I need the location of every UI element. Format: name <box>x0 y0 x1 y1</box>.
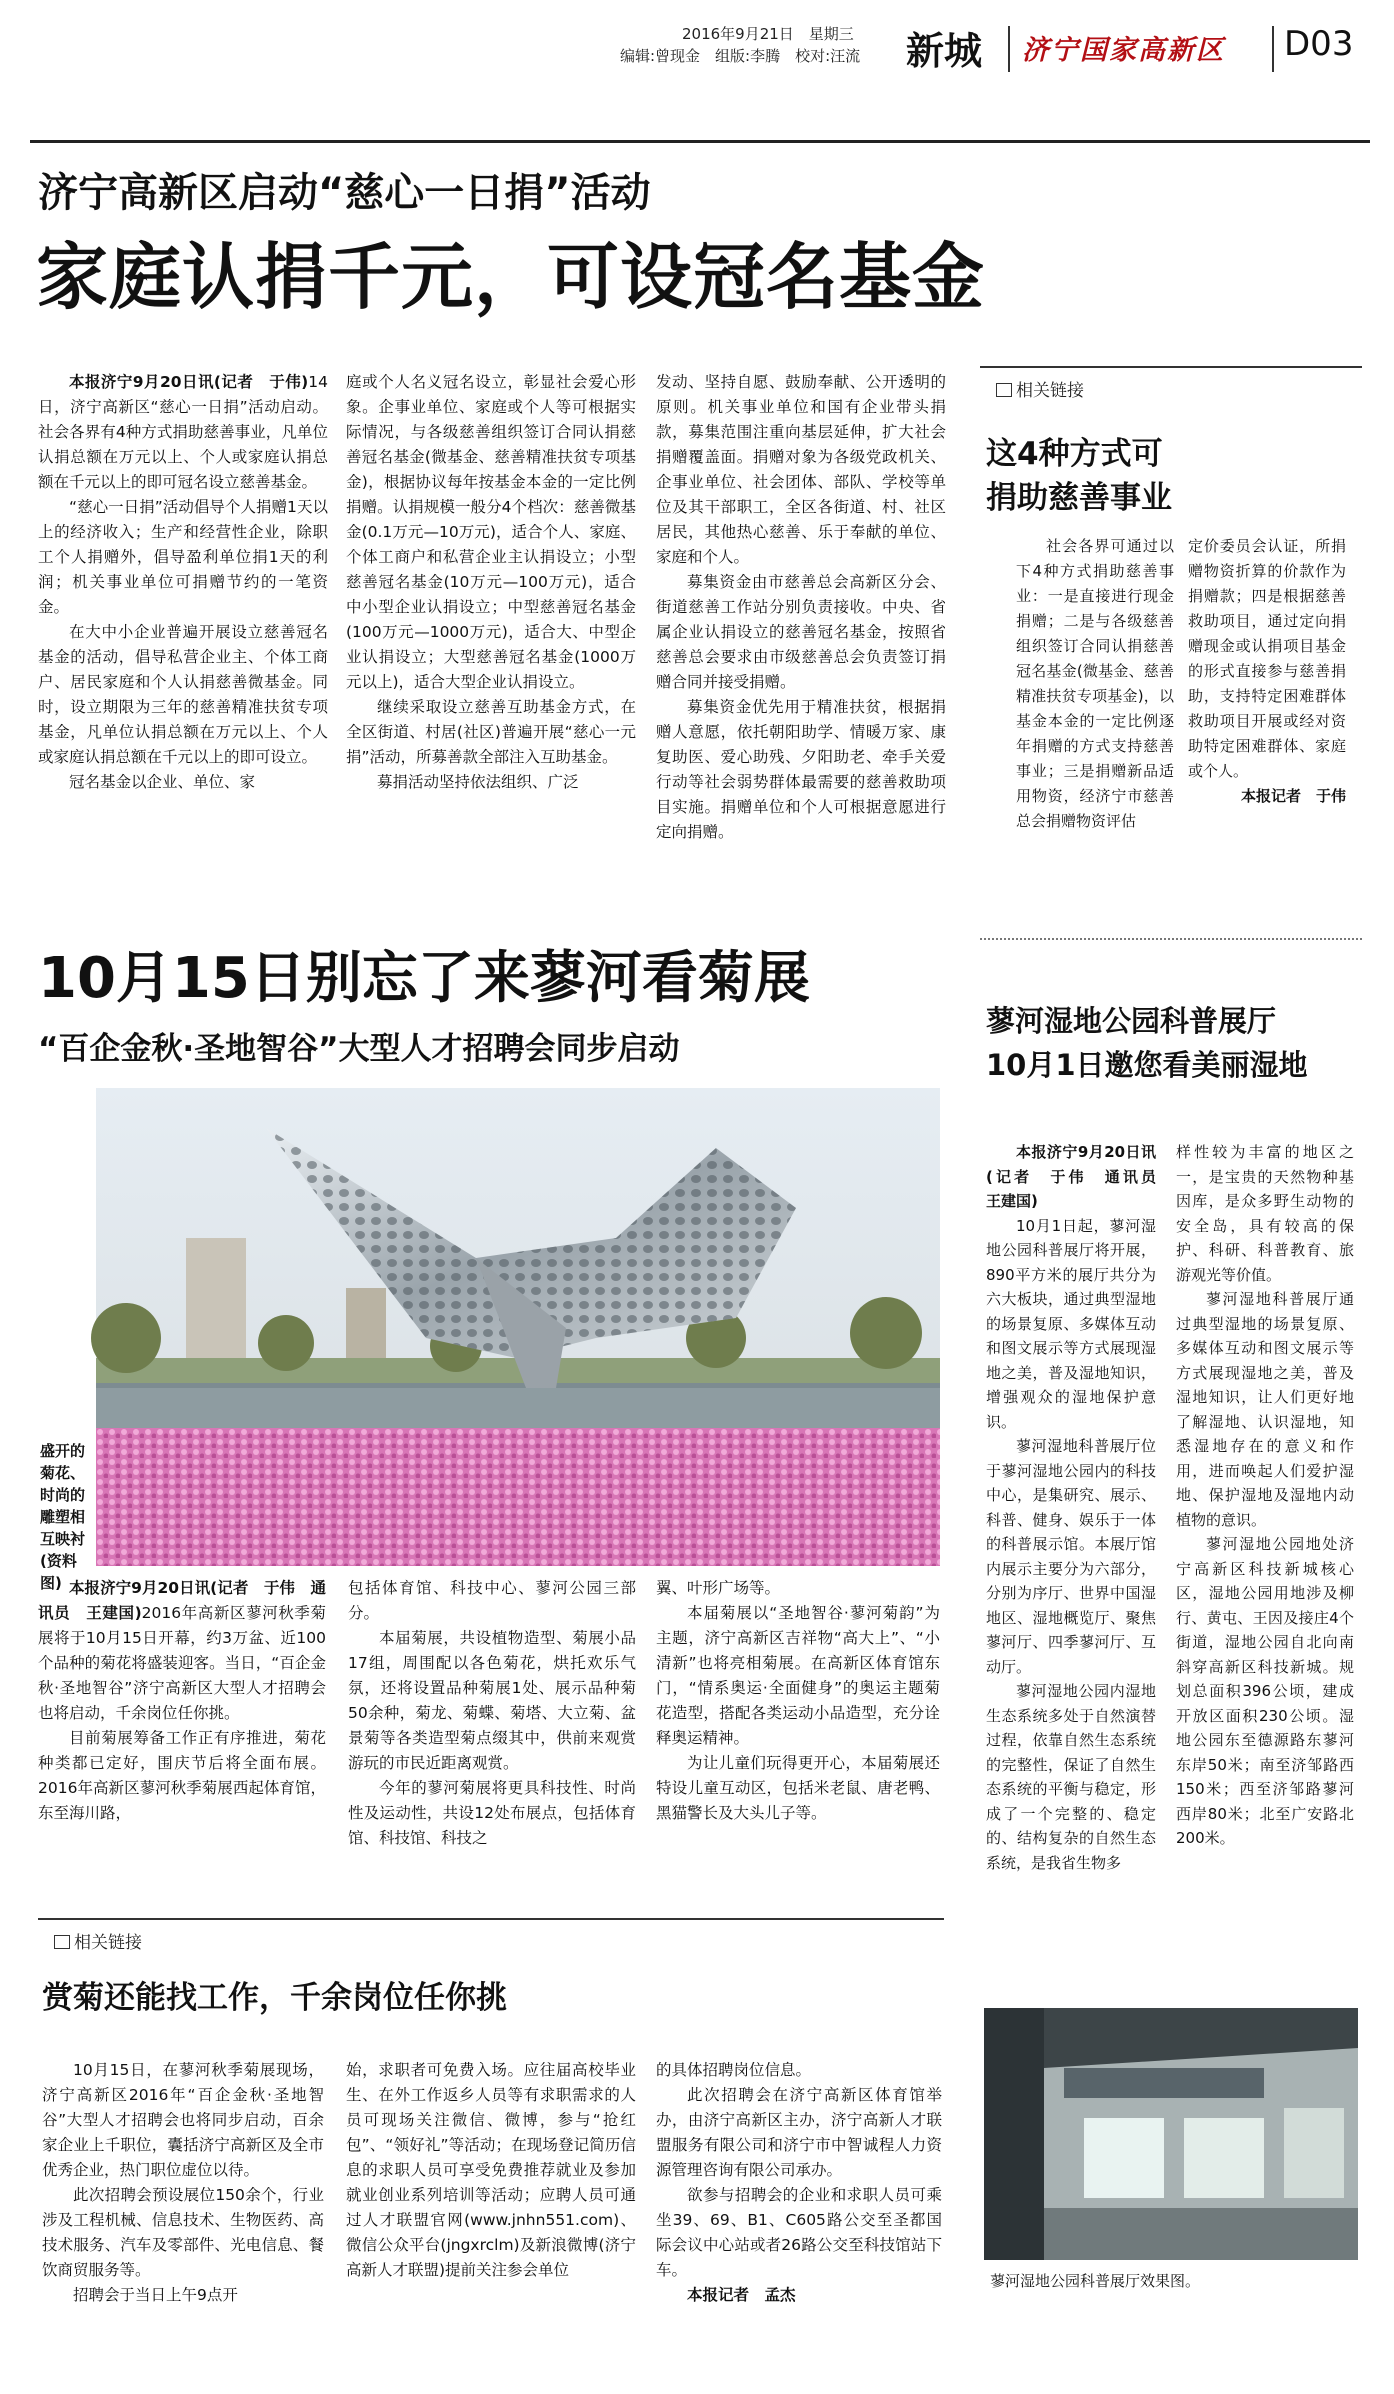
story2-paragraph: 翼、叶形广场等。 <box>656 1579 781 1597</box>
story3-related-label <box>54 1928 142 1953</box>
story1-paragraph: 冠名基金以企业、单位、家 <box>69 773 256 791</box>
story3-top-rule <box>38 1918 944 1920</box>
story2-dateline: 本报济宁9月20日讯(记者 于伟 通讯员 王建国) <box>38 1579 326 1622</box>
page-number: D03 <box>1284 24 1354 64</box>
masthead-divider <box>1272 26 1274 72</box>
story2-paragraph: 2016年高新区蓼河秋季菊展将于10月15日开幕，约3万盆、近100个品种的菊花将盛装迎客。当日，“百企金秋·圣地智谷”济宁高新区大型人才招聘会也将启动，千余岗位任你挑。 <box>38 1604 326 1722</box>
story3-paragraph: 的具体招聘岗位信息。 <box>656 2061 812 2079</box>
story3-headline: 赏菊还能找工作，千余岗位任你挑 <box>42 1980 507 2016</box>
related-label-text: 相关链接 <box>74 1933 142 1953</box>
story1-paragraph: 募集资金由市慈善总会高新区分会、街道慈善工作站分别负责接收。中央、省属企业认捐设立的慈善冠名基金，按照省慈善总会要求由市级慈善总会负责签订捐赠合同并接受捐赠。 <box>656 573 946 691</box>
exhibition-hall-photo <box>984 2008 1358 2260</box>
story1-headline: 家庭认捐千元，可设冠名基金 <box>36 235 986 319</box>
sidebar1-paragraph: 社会各界可通过以下4种方式捐助慈善事业：一是直接进行现金捐赠；二是与各级慈善组织签订合同认捐慈善冠名基金(微基金、慈善精准扶贫专项基金)，以基金本金的一定比例逐年捐赠的方式支持慈善事业；三是捐赠新品适用物资，经济宁市慈善总会捐赠物资评估 <box>1016 537 1174 830</box>
story3-column-1 <box>42 2058 324 2378</box>
sidebar2-headline-line2: 10月1日邀您看美丽湿地 <box>986 1048 1308 1082</box>
sidebar2-paragraph: 样性较为丰富的地区之一，是宝贵的天然物种基因库，是众多野生动物的安全岛，具有较高的保护、科研、科普教育、旅游观光等价值。 <box>1176 1143 1354 1284</box>
top-rule <box>30 140 1370 143</box>
story2-headline: 10月15日别忘了来蓼河看菊展 <box>38 946 810 1011</box>
sidebar2-paragraph: 蓼河湿地科普展厅通过典型湿地的场景复原、多媒体互动和图文展示等方式展现湿地之美，普及湿地知识，让人们更好地了解湿地、认识湿地，知悉湿地存在的意义和作用，进而唤起人们爱护湿地、保护湿地及湿地内动植物的意识。 <box>1176 1290 1354 1529</box>
sidebar1-related-label <box>996 376 1084 401</box>
story1-paragraph: 募捐活动坚持依法组织、广泛 <box>377 773 579 791</box>
sidebar2-column-1 <box>986 1140 1172 1980</box>
sidebar2-paragraph: 10月1日起，蓼河湿地公园科普展厅将开展，890平方米的展厅共分为六大板块，通过典型湿地的场景复原、多媒体互动和图文展示等方式展现湿地之美，普及湿地知识，增强观众的湿地保护意识。 <box>986 1216 1156 1431</box>
issue-date: 2016年9月21日 星期三 <box>682 25 854 43</box>
related-label-text: 相关链接 <box>1016 381 1084 401</box>
story1-column-2 <box>346 370 636 890</box>
masthead-divider <box>1008 26 1010 72</box>
section-brand: 济宁国家高新区 <box>1022 35 1225 66</box>
story1-paragraph: “慈心一日捐”活动倡导个人捐赠1天以上的经济收入；生产和经营性企业，除职工个人捐赠外，倡导盈利单位捐1天的利润；机关事业单位可捐赠节约的一笔资金。 <box>38 498 328 616</box>
story1-paragraph: 在大中小企业普遍开展设立慈善冠名基金的活动，倡导私营企业主、个体工商户、居民家庭和个人认捐慈善微基金。同时，设立期限为三年的慈善精准扶贫专项基金，凡单位认捐总额在万元以上、个人或家庭认捐总额在千元以上的即可设立。 <box>38 623 328 766</box>
story3-paragraph: 始，求职者可免费入场。应往届高校毕业生、在外工作返乡人员等有求职需求的人员可现场关注微信、微博，参与“抢红包”、“领好礼”等活动；在现场登记简历信息的求职人员可享受免费推荐就业及参加就业创业系列培训等活动；应聘人员可通过人才联盟官网(www.jnhn551.com)、微信公众平台(jngxrclm)及新浪微博(济宁高新人才联盟)提前关注参会单位 <box>346 2061 636 2279</box>
sidebar1-paragraph: 定价委员会认证，所捐赠物资折算的价款作为捐赠款；四是根据慈善救助项目，通过定向捐赠现金或认捐项目基金的形式直接参与慈善捐助，支持特定困难群体救助项目开展或经对资助特定困难群体、家庭或个人。 <box>1188 537 1346 780</box>
sidebar1-column-1 <box>1016 534 1174 884</box>
sidebar2-paragraph: 蓼河湿地科普展厅位于蓼河湿地公园内的科技中心，是集研究、展示、科普、健身、娱乐于一体的科普展示馆。本展厅馆内展示主要分为六部分，分别为序厅、世界中国湿地区、湿地概览厅、聚焦蓼河厅、四季蓼河厅、互动厅。 <box>986 1437 1156 1676</box>
story2-paragraph: 为让儿童们玩得更开心，本届菊展还特设儿童互动区，包括米老鼠、唐老鸭、黑猫警长及大头儿子等。 <box>656 1754 940 1822</box>
sidebar2-headline-line1: 蓼河湿地公园科普展厅 <box>986 1004 1277 1038</box>
story1-paragraph: 庭或个人名义冠名设立，彰显社会爱心形象。企事业单位、家庭或个人等可根据实际情况，与各级慈善组织签订合同认捐慈善冠名基金(微基金、慈善精准扶贫专项基金)，根据协议每年按基金本金的一定比例捐赠。认捐规模一般分4个档次：慈善微基金(0.1万元—10万元)，适合个人、家庭、个体工商户和私营企业主认捐设立；小型慈善冠名基金(10万元—100万元)，适合中小型企业认捐设立；中型慈善冠名基金(100万元—1000万元)，适合大、中型企业认捐设立；大型慈善冠名基金(1000万元以上)，适合大型企业认捐设立。 <box>346 373 636 691</box>
story2-paragraph: 本届菊展以“圣地智谷·蓼河菊韵”为主题，济宁高新区吉祥物“高大上”、“小清新”也将亮相菊展。在高新区体育馆东门，“情系奥运·全面健身”的奥运主题菊花造型，搭配各类运动小品造型，充分诠释奥运精神。 <box>656 1604 940 1747</box>
story3-paragraph: 此次招聘会预设展位150余个，行业涉及工程机械、信息技术、生物医药、高技术服务、汽车及零部件、光电信息、餐饮商贸服务等。 <box>42 2186 324 2279</box>
sidebar1-column-2 <box>1188 534 1346 884</box>
sidebar1-headline-line2: 捐助慈善事业 <box>986 480 1172 516</box>
story1-column-3 <box>656 370 946 890</box>
story1-dateline: 本报济宁9月20日讯(记者 于伟) <box>69 373 309 391</box>
story3-paragraph: 招聘会于当日上午9点开 <box>73 2286 238 2304</box>
sidebar-divider <box>980 938 1362 940</box>
sidebar2-paragraph: 蓼河湿地公园地处济宁高新区科技新城核心区，湿地公园用地涉及柳行、黄屯、王因及接庄4个街道，湿地公园自北向南斜穿高新区科技新城。规划总面积396公顷，建成开放区面积230公顷。湿地公园东至德源路东蓼河东岸50米；南至济邹路西150米；西至济邹路蓼河西岸80米；北至广安路北200米。 <box>1176 1535 1354 1847</box>
story3-paragraph: 此次招聘会在济宁高新区体育馆举办，由济宁高新区主办，济宁高新人才联盟服务有限公司和济宁市中智诚程人力资源管理咨询有限公司承办。 <box>656 2086 942 2179</box>
story1-paragraph: 募集资金优先用于精准扶贫，根据捐赠人意愿，依托朝阳助学、情暖万家、康复助医、爱心助残、夕阳助老、牵手关爱行动等社会弱势群体最需要的慈善救助项目实施。捐赠单位和个人可根据意愿进行定向捐赠。 <box>656 698 946 841</box>
section-title: 新城 <box>906 28 983 73</box>
square-icon <box>996 383 1012 397</box>
chrysanthemum-sculpture-photo <box>96 1088 940 1566</box>
sidebar2-column-2 <box>1176 1140 1354 1980</box>
sidebar2-dateline: 本报济宁9月20日讯(记者 于伟 通讯员 王建国) <box>986 1143 1172 1210</box>
story3-paragraph: 10月15日，在蓼河秋季菊展现场，济宁高新区2016年“百企金秋·圣地智谷”大型人才招聘会也将同步启动，百余家企业上千职位，囊括济宁高新区及全市优秀企业，热门职位虚位以待。 <box>42 2061 324 2179</box>
editor-credits: 编辑:曾现金 组版:李腾 校对:汪流 <box>620 47 861 65</box>
sidebar1-headline-line1: 这4种方式可 <box>986 436 1163 472</box>
story1-paragraph: 发动、坚持自愿、鼓励奉献、公开透明的原则。机关事业单位和国有企业带头捐款，募集范围注重向基层延伸，扩大社会捐赠覆盖面。捐赠对象为各级党政机关、企事业单位、社会团体、部队、学校等单位及其干部职工，全区各街道、村、社区居民，其他热心慈善、乐于奉献的单位、家庭和个人。 <box>656 373 946 566</box>
story2-column-1 <box>38 1576 326 1896</box>
story2-paragraph: 本届菊展，共设植物造型、菊展小品17组，周围配以各色菊花，烘托欢乐气氛，还将设置品种菊展1处、展示品种菊50余种，菊龙、菊蝶、菊塔、大立菊、盆景菊等各类造型菊点缀其中，供前来观赏游玩的市民近距离观赏。 <box>348 1629 636 1772</box>
sidebar2-photo-caption: 蓼河湿地公园科普展厅效果图。 <box>990 2272 1201 2290</box>
sidebar1-byline: 本报记者 于伟 <box>1240 787 1346 805</box>
story2-subhead: “百企金秋·圣地智谷”大型人才招聘会同步启动 <box>38 1031 680 1067</box>
story1-kicker: 济宁高新区启动“慈心一日捐”活动 <box>38 170 651 216</box>
story3-column-3 <box>656 2058 942 2378</box>
story2-column-3 <box>656 1576 940 1896</box>
story3-byline: 本报记者 孟杰 <box>687 2286 796 2304</box>
story2-photo-caption: 盛开的菊花、时尚的雕塑相互映衬(资料图) <box>40 1442 86 1592</box>
story2-paragraph: 包括体育馆、科技中心、蓼河公园三部分。 <box>348 1579 636 1622</box>
sidebar2-paragraph: 蓼河湿地公园内湿地生态系统多处于自然演替过程，依靠自然生态系统的完整性，保证了自然生态系统的平衡与稳定，形成了一个完整的、稳定的、结构复杂的自然生态系统，是我省生物多 <box>986 1682 1156 1872</box>
story2-paragraph: 今年的蓼河菊展将更具科技性、时尚性及运动性，共设12处布展点，包括体育馆、科技馆、科技之 <box>348 1779 636 1847</box>
story2-paragraph: 目前菊展筹备工作正有序推进，菊花种类都已定好，围庆节后将全面布展。2016年高新区蓼河秋季菊展西起体育馆，东至海川路， <box>38 1729 326 1822</box>
story1-paragraph: 14日，济宁高新区“慈心一日捐”活动启动。社会各界有4种方式捐助慈善事业，凡单位认捐总额在万元以上、个人或家庭认捐总额在千元以上的即可冠名设立慈善基金。 <box>38 373 328 491</box>
square-icon <box>54 1935 70 1949</box>
story1-paragraph: 继续采取设立慈善互助基金方式，在全区街道、村居(社区)普遍开展“慈心一元捐”活动，所募善款全部注入互助基金。 <box>346 698 636 766</box>
sidebar1-top-rule <box>980 366 1362 368</box>
story2-column-2 <box>348 1576 636 1896</box>
story1-column-1 <box>38 370 328 890</box>
story3-column-2 <box>346 2058 636 2378</box>
story3-paragraph: 欲参与招聘会的企业和求职人员可乘坐39、69、B1、C605路公交至圣都国际会议中心站或者26路公交至科技馆站下车。 <box>656 2186 942 2279</box>
